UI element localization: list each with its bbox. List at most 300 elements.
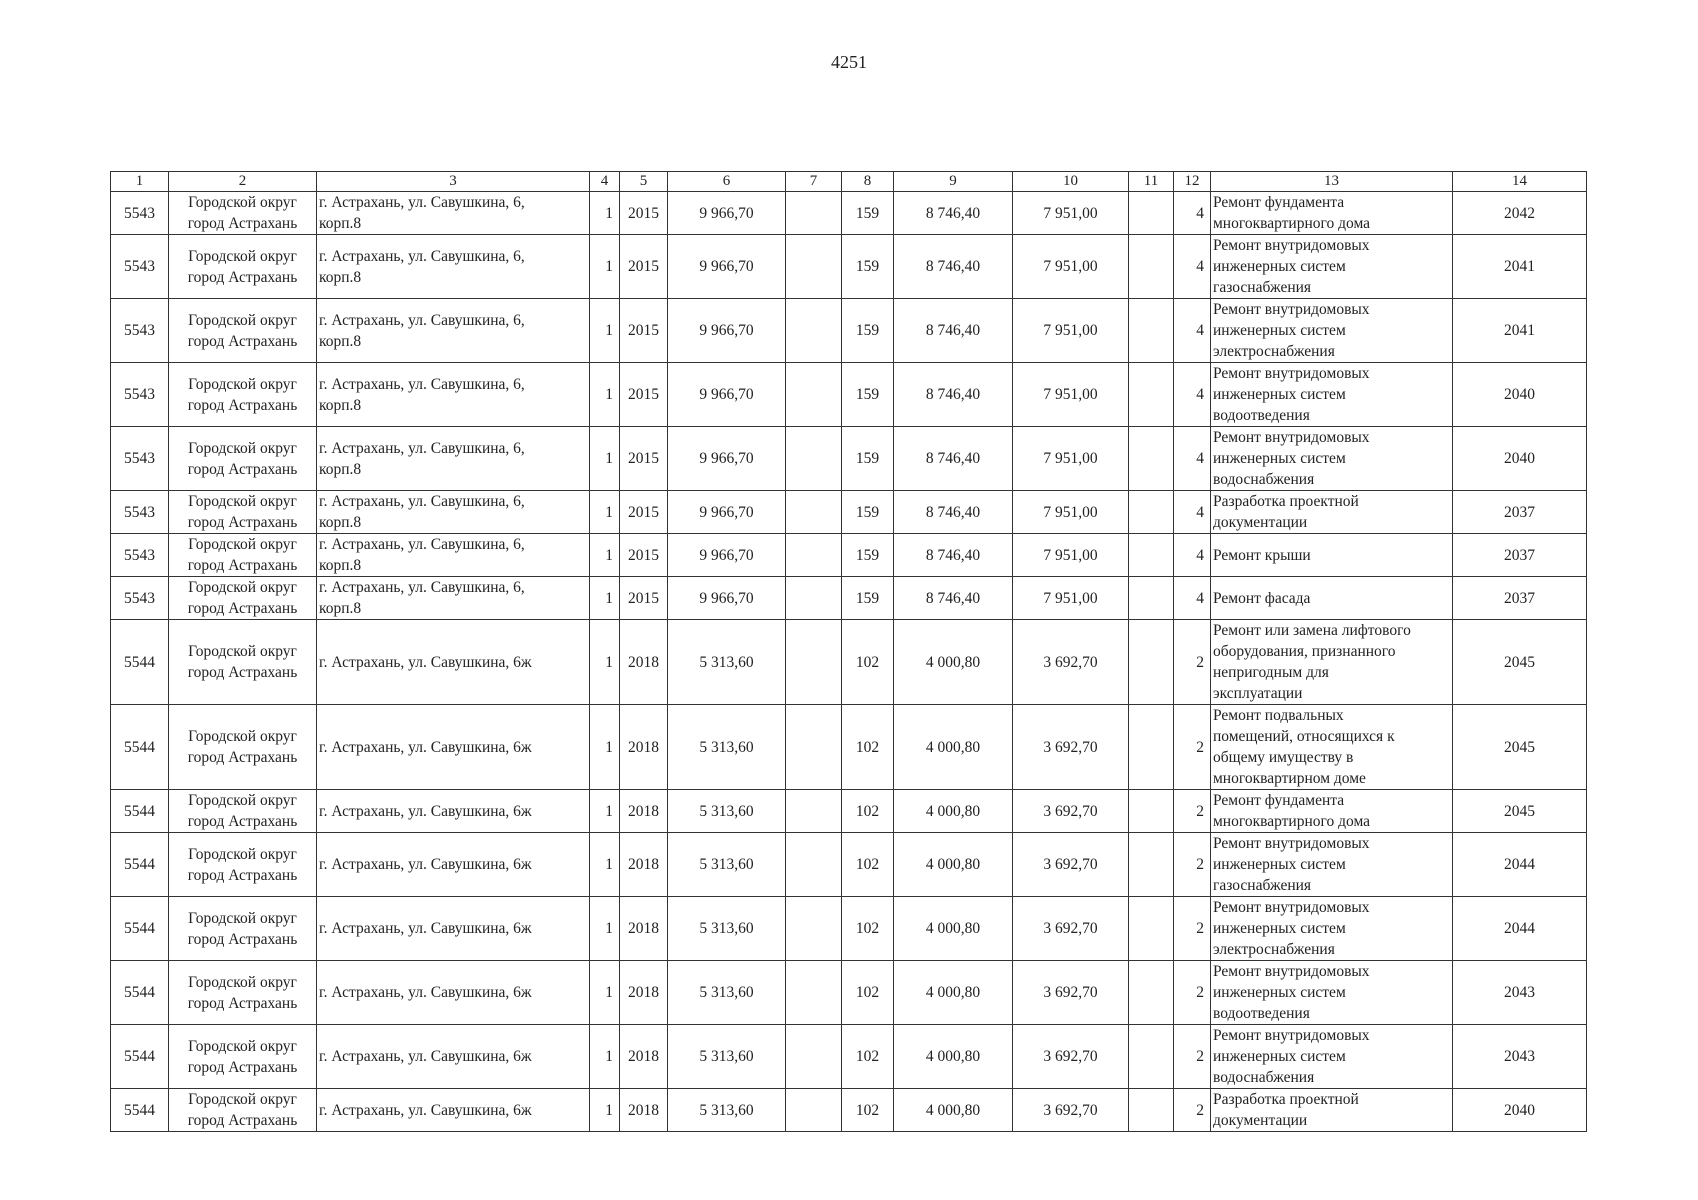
col10-cell: 7 951,00 bbox=[1013, 235, 1129, 299]
col7-cell bbox=[786, 491, 842, 534]
cell-line: г. Астрахань, ул. Савушкина, 6ж bbox=[319, 738, 532, 756]
address-cell bbox=[317, 1089, 590, 1132]
address-cell bbox=[317, 961, 590, 1025]
work-type-cell bbox=[1211, 299, 1453, 363]
col9-cell: 4 000,80 bbox=[894, 790, 1013, 833]
col11-cell bbox=[1129, 534, 1174, 577]
cell-line: Ремонт фундамента bbox=[1213, 194, 1345, 211]
col8-cell: 159 bbox=[842, 534, 894, 577]
row-id-cell: 5544 bbox=[111, 961, 169, 1025]
cell-line: Разработка проектной bbox=[1213, 493, 1359, 510]
col6-cell: 9 966,70 bbox=[668, 534, 786, 577]
col12-cell: 4 bbox=[1174, 299, 1211, 363]
municipality-cell bbox=[169, 897, 317, 961]
col9-cell: 4 000,80 bbox=[894, 833, 1013, 897]
cell-line: г. Астрахань, ул. Савушкина, 6ж bbox=[319, 984, 532, 1001]
col12-cell: 2 bbox=[1174, 620, 1211, 705]
col7-cell bbox=[786, 620, 842, 705]
column-number-cell: 9 bbox=[894, 172, 1013, 192]
address-cell bbox=[317, 897, 590, 961]
col4-cell: 1 bbox=[590, 1089, 620, 1132]
cell-line: город Астрахань bbox=[187, 664, 298, 681]
cell-line: Городской округ bbox=[188, 439, 297, 457]
cell-line: оборудования, признанного bbox=[1213, 643, 1396, 660]
col11-cell bbox=[1129, 235, 1174, 299]
year-cell: 2015 bbox=[620, 534, 668, 577]
row-id-cell: 5544 bbox=[111, 833, 169, 897]
cell-line: город Астрахань bbox=[187, 268, 298, 286]
col4-cell: 1 bbox=[590, 427, 620, 491]
col6-cell: 5 313,60 bbox=[668, 620, 786, 705]
cell-line: инженерных систем bbox=[1213, 450, 1346, 467]
col8-cell: 102 bbox=[842, 897, 894, 961]
col4-cell: 1 bbox=[590, 577, 620, 620]
col10-cell: 7 951,00 bbox=[1013, 192, 1129, 235]
work-type-cell bbox=[1211, 705, 1453, 790]
table-row bbox=[111, 427, 1587, 491]
col7-cell bbox=[786, 363, 842, 427]
column-number-cell: 4 bbox=[590, 172, 620, 192]
col8-cell: 102 bbox=[842, 1089, 894, 1132]
col4-cell: 1 bbox=[590, 534, 620, 577]
col9-cell: 4 000,80 bbox=[894, 620, 1013, 705]
cell-line: Ремонт крыши bbox=[1213, 546, 1311, 564]
cell-line: город Астрахань bbox=[187, 749, 298, 766]
plan-year-cell: 2040 bbox=[1453, 1089, 1587, 1132]
year-cell: 2018 bbox=[620, 790, 668, 833]
cell-line: корп.8 bbox=[319, 268, 362, 286]
col7-cell bbox=[786, 427, 842, 491]
cell-line: город Астрахань bbox=[187, 332, 298, 350]
col9-cell: 4 000,80 bbox=[894, 897, 1013, 961]
cell-line: г. Астрахань, ул. Савушкина, 6, bbox=[319, 439, 525, 457]
cell-line: электроснабжения bbox=[1213, 941, 1335, 958]
cell-line: газоснабжения bbox=[1213, 877, 1312, 894]
col7-cell bbox=[786, 790, 842, 833]
col10-cell: 3 692,70 bbox=[1013, 790, 1129, 833]
col6-cell: 5 313,60 bbox=[668, 961, 786, 1025]
col12-cell: 4 bbox=[1174, 534, 1211, 577]
cell-line: Городской округ bbox=[188, 311, 297, 329]
cell-line: Ремонт или замена лифтового bbox=[1213, 622, 1411, 639]
cell-line: Городской округ bbox=[188, 247, 297, 265]
cell-line: инженерных систем bbox=[1213, 386, 1346, 403]
column-number-cell: 5 bbox=[620, 172, 668, 192]
cell-line: Городской округ bbox=[188, 909, 297, 927]
col4-cell: 1 bbox=[590, 897, 620, 961]
cell-line: Городской округ bbox=[188, 493, 297, 510]
plan-year-cell: 2037 bbox=[1453, 534, 1587, 577]
col7-cell bbox=[786, 299, 842, 363]
table-row bbox=[111, 833, 1587, 897]
column-number-cell: 12 bbox=[1174, 172, 1211, 192]
col8-cell: 102 bbox=[842, 790, 894, 833]
col8-cell: 159 bbox=[842, 192, 894, 235]
cell-line: город Астрахань bbox=[187, 215, 298, 232]
table-row bbox=[111, 577, 1587, 620]
row-id-cell: 5543 bbox=[111, 427, 169, 491]
work-type-cell bbox=[1211, 961, 1453, 1025]
cell-line: г. Астрахань, ул. Савушкина, 6, bbox=[319, 247, 525, 265]
cell-line: инженерных систем bbox=[1213, 322, 1346, 339]
row-id-cell: 5544 bbox=[111, 897, 169, 961]
col6-cell: 5 313,60 bbox=[668, 790, 786, 833]
plan-year-cell: 2045 bbox=[1453, 790, 1587, 833]
cell-line: г. Астрахань, ул. Савушкина, 6ж bbox=[319, 1048, 532, 1065]
cell-line: корп.8 bbox=[319, 514, 362, 531]
col12-cell: 4 bbox=[1174, 427, 1211, 491]
page-number: 4251 bbox=[831, 52, 867, 72]
year-cell: 2015 bbox=[620, 577, 668, 620]
municipality-cell bbox=[169, 534, 317, 577]
col4-cell: 1 bbox=[590, 620, 620, 705]
col9-cell: 4 000,80 bbox=[894, 1025, 1013, 1089]
cell-line: Городской округ bbox=[188, 845, 297, 863]
municipality-cell bbox=[169, 1089, 317, 1132]
col10-cell: 7 951,00 bbox=[1013, 427, 1129, 491]
col10-cell: 7 951,00 bbox=[1013, 577, 1129, 620]
row-id-cell: 5544 bbox=[111, 705, 169, 790]
municipality-cell bbox=[169, 705, 317, 790]
cell-line: город Астрахань bbox=[187, 994, 298, 1012]
year-cell: 2015 bbox=[620, 491, 668, 534]
col11-cell bbox=[1129, 897, 1174, 961]
year-cell: 2018 bbox=[620, 1025, 668, 1089]
col6-cell: 9 966,70 bbox=[668, 192, 786, 235]
col12-cell: 2 bbox=[1174, 1025, 1211, 1089]
col8-cell: 102 bbox=[842, 705, 894, 790]
plan-year-cell: 2043 bbox=[1453, 1025, 1587, 1089]
cell-line: корп.8 bbox=[319, 332, 362, 350]
cell-line: непригодным для bbox=[1213, 664, 1329, 681]
col8-cell: 159 bbox=[842, 299, 894, 363]
table-row bbox=[111, 299, 1587, 363]
col6-cell: 5 313,60 bbox=[668, 1025, 786, 1089]
col6-cell: 9 966,70 bbox=[668, 491, 786, 534]
col11-cell bbox=[1129, 620, 1174, 705]
row-id-cell: 5543 bbox=[111, 192, 169, 235]
col6-cell: 9 966,70 bbox=[668, 235, 786, 299]
col11-cell bbox=[1129, 427, 1174, 491]
col10-cell: 3 692,70 bbox=[1013, 705, 1129, 790]
year-cell: 2018 bbox=[620, 620, 668, 705]
plan-year-cell: 2043 bbox=[1453, 961, 1587, 1025]
col8-cell: 159 bbox=[842, 577, 894, 620]
cell-line: газоснабжения bbox=[1213, 279, 1312, 296]
column-number-cell: 2 bbox=[169, 172, 317, 192]
col10-cell: 3 692,70 bbox=[1013, 620, 1129, 705]
cell-line: город Астрахань bbox=[187, 866, 298, 884]
cell-line: город Астрахань bbox=[187, 813, 298, 830]
col11-cell bbox=[1129, 961, 1174, 1025]
col11-cell bbox=[1129, 192, 1174, 235]
year-cell: 2015 bbox=[620, 363, 668, 427]
cell-line: г. Астрахань, ул. Савушкина, 6, bbox=[319, 536, 525, 553]
year-cell: 2015 bbox=[620, 299, 668, 363]
col11-cell bbox=[1129, 1089, 1174, 1132]
column-number-cell: 1 bbox=[111, 172, 169, 192]
col9-cell: 4 000,80 bbox=[894, 1089, 1013, 1132]
cell-line: инженерных систем bbox=[1213, 920, 1346, 937]
col4-cell: 1 bbox=[590, 961, 620, 1025]
work-type-cell bbox=[1211, 577, 1453, 620]
col12-cell: 4 bbox=[1174, 363, 1211, 427]
address-cell bbox=[317, 705, 590, 790]
cell-line: Городской округ bbox=[188, 728, 297, 745]
cell-line: город Астрахань bbox=[187, 460, 298, 478]
table-row bbox=[111, 897, 1587, 961]
col10-cell: 7 951,00 bbox=[1013, 491, 1129, 534]
municipality-cell bbox=[169, 299, 317, 363]
col10-cell: 7 951,00 bbox=[1013, 299, 1129, 363]
cell-line: г. Астрахань, ул. Савушкина, 6ж bbox=[319, 1101, 532, 1119]
col12-cell: 4 bbox=[1174, 192, 1211, 235]
work-type-cell bbox=[1211, 790, 1453, 833]
cell-line: корп.8 bbox=[319, 215, 362, 232]
col11-cell bbox=[1129, 363, 1174, 427]
col12-cell: 4 bbox=[1174, 491, 1211, 534]
cell-line: Ремонт внутридомовых bbox=[1213, 963, 1370, 980]
cell-line: Ремонт внутридомовых bbox=[1213, 365, 1370, 382]
col7-cell bbox=[786, 534, 842, 577]
col4-cell: 1 bbox=[590, 705, 620, 790]
address-cell bbox=[317, 577, 590, 620]
col6-cell: 5 313,60 bbox=[668, 1089, 786, 1132]
plan-year-cell: 2037 bbox=[1453, 577, 1587, 620]
address-cell bbox=[317, 427, 590, 491]
cell-line: документации bbox=[1213, 514, 1308, 531]
col6-cell: 5 313,60 bbox=[668, 833, 786, 897]
address-cell bbox=[317, 299, 590, 363]
year-cell: 2015 bbox=[620, 235, 668, 299]
col12-cell: 2 bbox=[1174, 961, 1211, 1025]
col8-cell: 102 bbox=[842, 833, 894, 897]
cell-line: Ремонт подвальных bbox=[1213, 707, 1344, 724]
cell-line: г. Астрахань, ул. Савушкина, 6, bbox=[319, 194, 525, 211]
col8-cell: 159 bbox=[842, 427, 894, 491]
plan-year-cell: 2041 bbox=[1453, 299, 1587, 363]
cell-line: Ремонт внутридомовых bbox=[1213, 899, 1370, 916]
cell-line: общему имуществу в bbox=[1213, 749, 1354, 766]
column-number-row bbox=[111, 172, 1587, 192]
cell-line: Городской округ bbox=[188, 1091, 297, 1108]
col11-cell bbox=[1129, 833, 1174, 897]
row-id-cell: 5543 bbox=[111, 491, 169, 534]
cell-line: Городской округ bbox=[188, 375, 297, 393]
table-row bbox=[111, 620, 1587, 705]
col10-cell: 3 692,70 bbox=[1013, 961, 1129, 1025]
col10-cell: 3 692,70 bbox=[1013, 833, 1129, 897]
table-row bbox=[111, 534, 1587, 577]
col10-cell: 7 951,00 bbox=[1013, 363, 1129, 427]
table-row bbox=[111, 961, 1587, 1025]
work-type-cell bbox=[1211, 897, 1453, 961]
col6-cell: 9 966,70 bbox=[668, 427, 786, 491]
col10-cell: 3 692,70 bbox=[1013, 1025, 1129, 1089]
municipality-cell bbox=[169, 427, 317, 491]
cell-line: инженерных систем bbox=[1213, 856, 1346, 873]
cell-line: город Астрахань bbox=[187, 396, 298, 414]
municipality-cell bbox=[169, 577, 317, 620]
row-id-cell: 5544 bbox=[111, 1025, 169, 1089]
plan-year-cell: 2037 bbox=[1453, 491, 1587, 534]
cell-line: Ремонт внутридомовых bbox=[1213, 237, 1370, 254]
col12-cell: 2 bbox=[1174, 705, 1211, 790]
col7-cell bbox=[786, 1025, 842, 1089]
col6-cell: 9 966,70 bbox=[668, 299, 786, 363]
col10-cell: 3 692,70 bbox=[1013, 897, 1129, 961]
municipality-cell bbox=[169, 1025, 317, 1089]
work-type-cell bbox=[1211, 235, 1453, 299]
year-cell: 2015 bbox=[620, 427, 668, 491]
col9-cell: 8 746,40 bbox=[894, 577, 1013, 620]
col4-cell: 1 bbox=[590, 491, 620, 534]
municipality-cell bbox=[169, 833, 317, 897]
plan-year-cell: 2040 bbox=[1453, 427, 1587, 491]
work-type-cell bbox=[1211, 620, 1453, 705]
col9-cell: 8 746,40 bbox=[894, 363, 1013, 427]
row-id-cell: 5543 bbox=[111, 235, 169, 299]
cell-line: электроснабжения bbox=[1213, 343, 1335, 360]
column-number-cell: 7 bbox=[786, 172, 842, 192]
table-row bbox=[111, 491, 1587, 534]
col4-cell: 1 bbox=[590, 790, 620, 833]
cell-line: помещений, относящихся к bbox=[1213, 728, 1395, 745]
col12-cell: 2 bbox=[1174, 897, 1211, 961]
cell-line: документации bbox=[1213, 1112, 1308, 1129]
municipality-cell bbox=[169, 192, 317, 235]
cell-line: многоквартирном доме bbox=[1213, 770, 1366, 787]
table-row bbox=[111, 192, 1587, 235]
cell-line: инженерных систем bbox=[1213, 258, 1346, 275]
col4-cell: 1 bbox=[590, 299, 620, 363]
col6-cell: 5 313,60 bbox=[668, 705, 786, 790]
col4-cell: 1 bbox=[590, 192, 620, 235]
column-number-cell: 14 bbox=[1453, 172, 1587, 192]
register-table-container bbox=[110, 171, 1586, 1132]
address-cell bbox=[317, 534, 590, 577]
row-id-cell: 5543 bbox=[111, 534, 169, 577]
register-table bbox=[110, 171, 1587, 1132]
plan-year-cell: 2042 bbox=[1453, 192, 1587, 235]
municipality-cell bbox=[169, 363, 317, 427]
col8-cell: 159 bbox=[842, 363, 894, 427]
col11-cell bbox=[1129, 491, 1174, 534]
cell-line: водоснабжения bbox=[1213, 1069, 1315, 1086]
cell-line: Городской округ bbox=[188, 973, 297, 991]
cell-line: корп.8 bbox=[319, 396, 362, 414]
work-type-cell bbox=[1211, 1025, 1453, 1089]
work-type-cell bbox=[1211, 1089, 1453, 1132]
cell-line: Ремонт внутридомовых bbox=[1213, 301, 1370, 318]
year-cell: 2018 bbox=[620, 897, 668, 961]
col10-cell: 7 951,00 bbox=[1013, 534, 1129, 577]
cell-line: инженерных систем bbox=[1213, 984, 1346, 1001]
year-cell: 2015 bbox=[620, 192, 668, 235]
col11-cell bbox=[1129, 790, 1174, 833]
column-number-cell: 11 bbox=[1129, 172, 1174, 192]
col12-cell: 2 bbox=[1174, 790, 1211, 833]
work-type-cell bbox=[1211, 833, 1453, 897]
table-row bbox=[111, 1089, 1587, 1132]
col12-cell: 2 bbox=[1174, 1089, 1211, 1132]
cell-line: г. Астрахань, ул. Савушкина, 6ж bbox=[319, 920, 532, 937]
cell-line: город Астрахань bbox=[187, 557, 298, 574]
table-row bbox=[111, 1025, 1587, 1089]
cell-line: город Астрахань bbox=[187, 514, 298, 531]
cell-line: город Астрахань bbox=[187, 1058, 298, 1076]
row-id-cell: 5543 bbox=[111, 299, 169, 363]
col12-cell: 2 bbox=[1174, 833, 1211, 897]
table-body bbox=[111, 172, 1587, 1132]
address-cell bbox=[317, 235, 590, 299]
municipality-cell bbox=[169, 235, 317, 299]
col4-cell: 1 bbox=[590, 235, 620, 299]
col7-cell bbox=[786, 577, 842, 620]
col9-cell: 8 746,40 bbox=[894, 491, 1013, 534]
col8-cell: 102 bbox=[842, 1025, 894, 1089]
col7-cell bbox=[786, 961, 842, 1025]
address-cell bbox=[317, 491, 590, 534]
table-row bbox=[111, 790, 1587, 833]
col11-cell bbox=[1129, 705, 1174, 790]
work-type-cell bbox=[1211, 534, 1453, 577]
col8-cell: 102 bbox=[842, 961, 894, 1025]
col4-cell: 1 bbox=[590, 363, 620, 427]
address-cell bbox=[317, 833, 590, 897]
municipality-cell bbox=[169, 790, 317, 833]
table-row bbox=[111, 235, 1587, 299]
cell-line: эксплуатации bbox=[1213, 685, 1303, 702]
address-cell bbox=[317, 620, 590, 705]
work-type-cell bbox=[1211, 491, 1453, 534]
row-id-cell: 5543 bbox=[111, 577, 169, 620]
cell-line: Разработка проектной bbox=[1213, 1091, 1359, 1108]
col7-cell bbox=[786, 235, 842, 299]
year-cell: 2018 bbox=[620, 1089, 668, 1132]
cell-line: водоотведения bbox=[1213, 407, 1310, 424]
col9-cell: 8 746,40 bbox=[894, 534, 1013, 577]
cell-line: г. Астрахань, ул. Савушкина, 6ж bbox=[319, 653, 532, 671]
cell-line: Городской округ bbox=[188, 194, 297, 211]
year-cell: 2018 bbox=[620, 961, 668, 1025]
cell-line: водоснабжения bbox=[1213, 471, 1315, 488]
year-cell: 2018 bbox=[620, 705, 668, 790]
work-type-cell bbox=[1211, 363, 1453, 427]
cell-line: г. Астрахань, ул. Савушкина, 6, bbox=[319, 311, 525, 329]
cell-line: Городской округ bbox=[188, 1037, 297, 1055]
col9-cell: 8 746,40 bbox=[894, 235, 1013, 299]
col7-cell bbox=[786, 1089, 842, 1132]
cell-line: г. Астрахань, ул. Савушкина, 6ж bbox=[319, 802, 532, 820]
cell-line: корп.8 bbox=[319, 600, 362, 617]
cell-line: Ремонт внутридомовых bbox=[1213, 429, 1370, 446]
plan-year-cell: 2040 bbox=[1453, 363, 1587, 427]
row-id-cell: 5544 bbox=[111, 620, 169, 705]
cell-line: Ремонт внутридомовых bbox=[1213, 1027, 1370, 1044]
col7-cell bbox=[786, 833, 842, 897]
cell-line: Ремонт фасада bbox=[1213, 589, 1311, 607]
plan-year-cell: 2045 bbox=[1453, 705, 1587, 790]
column-number-cell: 3 bbox=[317, 172, 590, 192]
municipality-cell bbox=[169, 620, 317, 705]
col11-cell bbox=[1129, 577, 1174, 620]
plan-year-cell: 2041 bbox=[1453, 235, 1587, 299]
cell-line: инженерных систем bbox=[1213, 1048, 1346, 1065]
row-id-cell: 5544 bbox=[111, 790, 169, 833]
col6-cell: 9 966,70 bbox=[668, 577, 786, 620]
col9-cell: 8 746,40 bbox=[894, 299, 1013, 363]
